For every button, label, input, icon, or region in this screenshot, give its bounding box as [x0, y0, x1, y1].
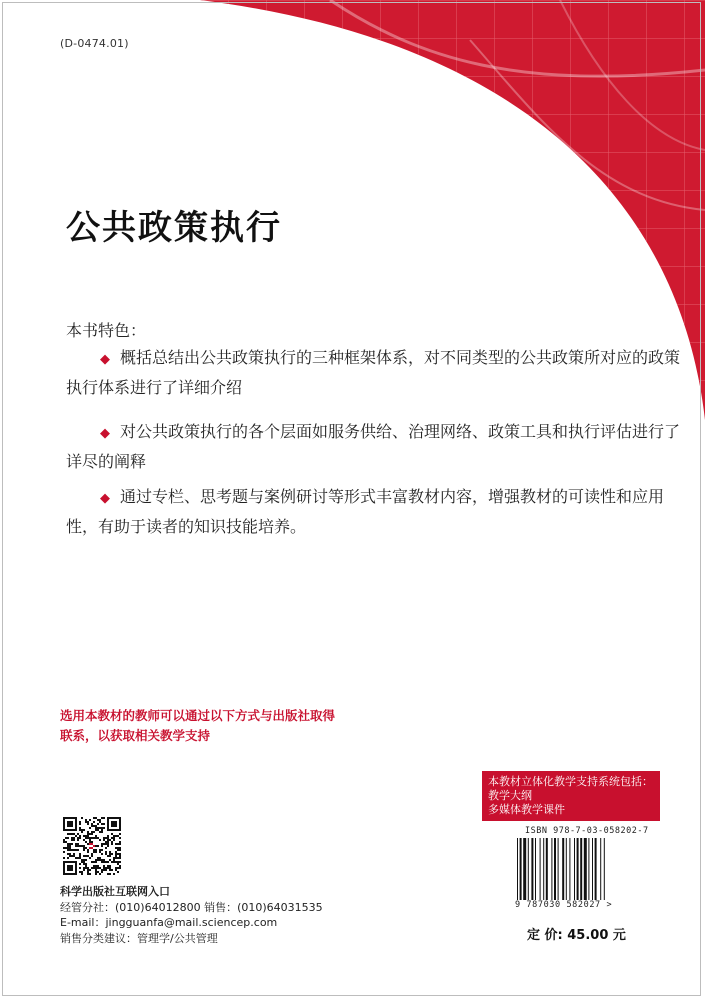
book-title: 公共政策执行 [66, 208, 282, 248]
features-label: 本书特色： [66, 321, 147, 340]
feature-item [66, 344, 681, 402]
diamond-bullet-icon: ◆ [100, 426, 110, 441]
feature-text: 对公共政策执行的各个层面如服务供给、治理网络、政策工具和执行评估进行了详尽的阐释 [66, 422, 681, 471]
qr-code-icon[interactable] [63, 817, 121, 875]
price: 定 价: 45.00 元 [527, 928, 626, 943]
diamond-bullet-icon: ◆ [100, 352, 110, 367]
publisher-portal-label: 科学出版社互联网入口 [60, 885, 170, 898]
feature-item [66, 483, 681, 541]
teaching-support-box [482, 771, 660, 821]
feature-text: 概括总结出公共政策执行的三种框架体系，对不同类型的公共政策所对应的政策执行体系进行了详细介绍 [66, 348, 681, 397]
support-heading: 本教材立体化教学支持系统包括： [488, 775, 653, 788]
support-item: 教学大纲 [488, 789, 532, 802]
support-item: 多媒体教学课件 [488, 803, 565, 816]
contact-email[interactable]: E-mail：jingguanfa@mail.sciencep.com [60, 916, 278, 929]
isbn-text: ISBN 978-7-03-058202-7 [525, 826, 649, 836]
feature-item [66, 418, 681, 476]
sales-category: 销售分类建议：管理学/公共管理 [60, 932, 218, 945]
diamond-bullet-icon: ◆ [100, 491, 110, 506]
barcode-number: 9 787030 582027 > [515, 900, 613, 910]
feature-text: 通过专栏、思考题与案例研讨等形式丰富教材内容，增强教材的可读性和应用性，有助于读者的知识技能培养。 [66, 487, 665, 536]
catalog-code: (D-0474.01) [60, 37, 129, 50]
contact-phones: 经管分社：(010)64012800 销售：(010)64031535 [60, 901, 323, 914]
teacher-contact-note: 选用本教材的教师可以通过以下方式与出版社取得联系，以获取相关教学支持 [60, 708, 336, 743]
barcode-icon [515, 838, 635, 900]
